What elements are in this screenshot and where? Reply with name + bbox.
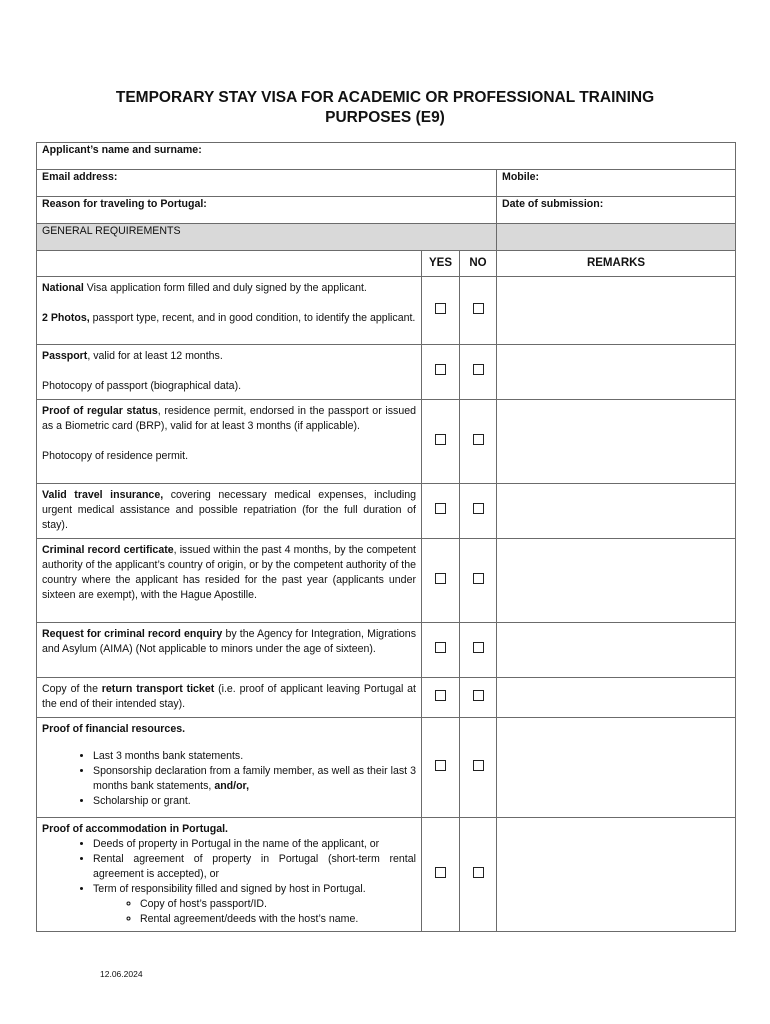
title-line-1: TEMPORARY STAY VISA FOR ACADEMIC OR PROFESSIONAL TRAINING: [115, 89, 655, 106]
list-item: • Term of responsibility filled and signed by host in Portugal.: [93, 882, 416, 897]
yes-checkbox[interactable]: [422, 678, 460, 718]
requirement-text: Proof of regular status, residence permit, endorsed in the passport or issued as a Biometric card (BRP), valid for at least 3 months (if applicable). Photocopy of residence permit.: [37, 400, 422, 484]
remarks-cell[interactable]: [497, 678, 736, 718]
remarks-cell[interactable]: [497, 345, 736, 400]
remarks-cell[interactable]: [497, 484, 736, 539]
document-title: [0, 88, 770, 128]
list-item: • Scholarship or grant.: [93, 794, 416, 809]
yes-checkbox[interactable]: [422, 400, 460, 484]
remarks-cell[interactable]: [497, 277, 736, 345]
requirement-row: [37, 400, 736, 484]
yes-checkbox[interactable]: [422, 345, 460, 400]
requirement-text: Passport, valid for at least 12 months. Photocopy of passport (biographical data).: [37, 345, 422, 400]
no-checkbox[interactable]: [460, 623, 497, 678]
title-line-2: PURPOSES (E9): [325, 109, 445, 126]
yes-column-header: YES: [422, 251, 460, 277]
requirement-row: [37, 678, 736, 718]
remarks-cell[interactable]: [497, 623, 736, 678]
section-header-remarks-blank: [497, 224, 736, 251]
requirement-text: Copy of the return transport ticket (i.e. proof of applicant leaving Portugal at the end of their intended stay).: [37, 678, 422, 718]
remarks-column-header: REMARKS: [497, 251, 736, 277]
requirement-row: [37, 539, 736, 623]
requirement-text: Valid travel insurance, covering necessary medical expenses, including urgent medical assistance and possible repatriation (for the full duration of stay).: [37, 484, 422, 539]
remarks-cell[interactable]: [497, 539, 736, 623]
section-header: GENERAL REQUIREMENTS: [37, 224, 497, 251]
remarks-cell[interactable]: [497, 718, 736, 818]
mobile-field[interactable]: Mobile:: [497, 170, 736, 197]
yes-checkbox[interactable]: [422, 818, 460, 932]
no-checkbox[interactable]: [460, 484, 497, 539]
sub-list-item: ◦ Rental agreement/deeds with the host’s name.: [140, 912, 416, 927]
no-checkbox[interactable]: [460, 277, 497, 345]
no-checkbox[interactable]: [460, 818, 497, 932]
sub-list-item: ◦ Copy of host’s passport/ID.: [140, 897, 416, 912]
reason-field[interactable]: Reason for traveling to Portugal:: [37, 197, 497, 224]
requirement-row: [37, 818, 736, 932]
footer-date: 12.06.2024: [100, 969, 143, 979]
requirement-row: [37, 277, 736, 345]
requirement-text: Proof of accommodation in Portugal. • Deeds of property in Portugal in the name of the applicant, or • Rental agreement of property in Portugal (short-term rental agreement is accepted), or • Term of responsibility filled and signed by host in Portugal. ◦ Copy of host’s passport/ID. ◦ Rental agreement/deeds with the host’s name.: [37, 818, 422, 932]
yes-checkbox[interactable]: [422, 718, 460, 818]
email-field[interactable]: Email address:: [37, 170, 497, 197]
yes-checkbox[interactable]: [422, 277, 460, 345]
applicant-name-field[interactable]: Applicant’s name and surname:: [37, 143, 736, 170]
requirement-row: [37, 345, 736, 400]
requirement-text: Proof of financial resources. • Last 3 months bank statements. • Sponsorship declaration from a family member, as well as their last 3 months bank statements, and/or, • Scholarship or grant.: [37, 718, 422, 818]
requirement-row: [37, 623, 736, 678]
yes-checkbox[interactable]: [422, 623, 460, 678]
remarks-cell[interactable]: [497, 818, 736, 932]
no-checkbox[interactable]: [460, 718, 497, 818]
requirement-text: Criminal record certificate, issued within the past 4 months, by the competent authority of the applicant’s country of origin, or by the competent authority of the country where the applicant has resided for the past year (applicants under sixteen are exempt), with the Hague Apostille.: [37, 539, 422, 623]
list-item: • Rental agreement of property in Portugal (short-term rental agreement is accepted), or: [93, 852, 416, 882]
requirement-text: National Visa application form filled and duly signed by the applicant. 2 Photos, passport type, recent, and in good condition, to identify the applicant.: [37, 277, 422, 345]
no-checkbox[interactable]: [460, 539, 497, 623]
remarks-cell[interactable]: [497, 400, 736, 484]
requirement-row: [37, 718, 736, 818]
list-item: • Last 3 months bank statements.: [93, 749, 416, 764]
no-column-header: NO: [460, 251, 497, 277]
no-checkbox[interactable]: [460, 345, 497, 400]
list-item: • Sponsorship declaration from a family member, as well as their last 3 months bank statements, and/or,: [93, 764, 416, 794]
no-checkbox[interactable]: [460, 400, 497, 484]
blank-header-cell: [37, 251, 422, 277]
requirement-text: Request for criminal record enquiry by the Agency for Integration, Migrations and Asylum (AIMA) (Not applicable to minors under the age of sixteen).: [37, 623, 422, 678]
yes-checkbox[interactable]: [422, 539, 460, 623]
submission-date-field[interactable]: Date of submission:: [497, 197, 736, 224]
yes-checkbox[interactable]: [422, 484, 460, 539]
list-item: • Deeds of property in Portugal in the name of the applicant, or: [93, 837, 416, 852]
requirements-table: [36, 142, 736, 932]
requirement-row: [37, 484, 736, 539]
no-checkbox[interactable]: [460, 678, 497, 718]
